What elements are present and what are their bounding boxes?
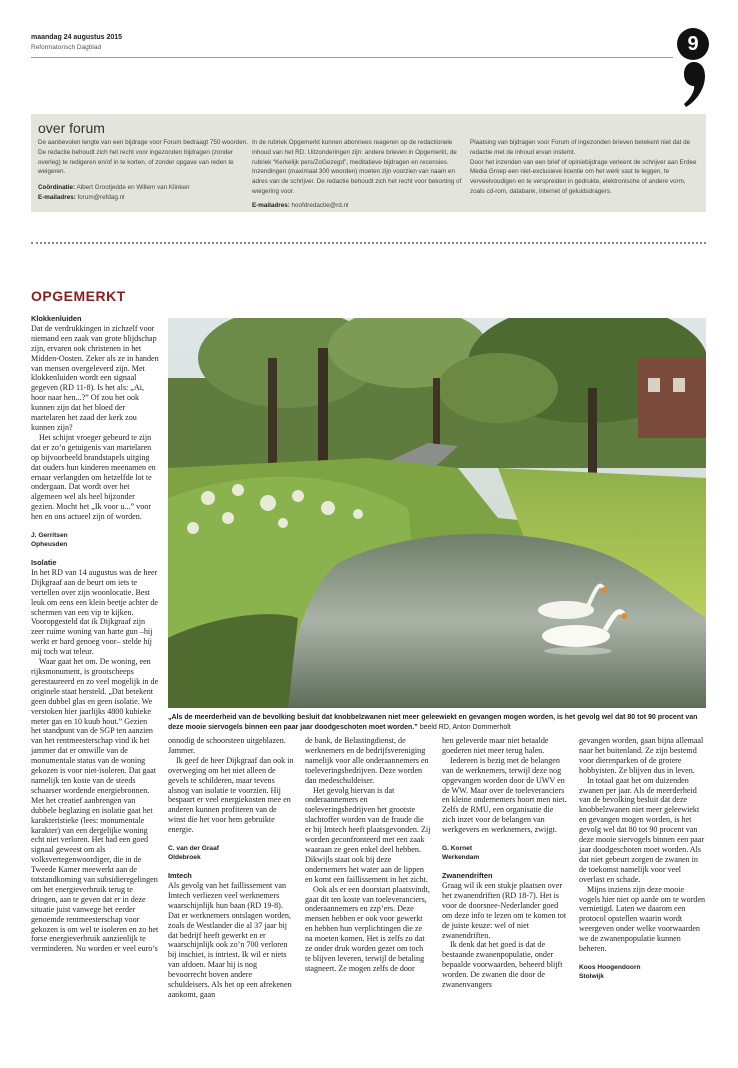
page-number: 9 <box>677 28 709 60</box>
header-divider <box>31 57 673 58</box>
letter-paragraph: hen geleverde maar niet betaalde goederen niet meer terug halen. <box>442 736 549 755</box>
forum-col3-text1: Plaatsing van bijdragen voor Forum of ingezonden brieven betekent niet dat de redactie met de inhoud ervan instemt. <box>470 139 691 156</box>
letter-heading-klokkenluiden: Klokkenluiden <box>31 314 82 323</box>
column-5 <box>579 736 706 981</box>
letter-signature-name: Koos Hoogendoorn <box>579 963 641 971</box>
letter-paragraph: Ik denk dat het goed is dat de bestaande zwanenpopulatie, onder bepaalde voorwaarden, beheerd blijft worden. De zwanen die door de zwanenvangers <box>442 940 563 990</box>
letter-paragraph: Het schijnt vroeger gebeurd te zijn dat er zo’n getuigenis van martelaren op bijvoorbeeld brandstapels uitging dat ouders hun kinderen meenamen en ernaar verlangden om hetzelfde lot te ondergaan. Dat wordt over het algemeen wel als heel bijzonder gezien. Mocht het „Ik voor u...” voor hen en ons actueel zijn of worden. <box>31 432 156 522</box>
column-2 <box>168 736 294 1000</box>
forum-col3-text2: Door het inzenden van een brief of opiniebijdrage verleent de schrijver aan Erdee Media Groep een niet-exclusieve licentie om het werk vast te leggen, te verveelvoudigen en te verspreiden in gedrukte, elektronische of andere vorm, zoals cd-rom, databank, internet of geluidsdragers. <box>470 158 697 195</box>
column-3 <box>305 736 431 974</box>
forum-col-2 <box>252 138 466 211</box>
forum-col2-email-label: E-mailadres: <box>252 201 290 209</box>
swans-photo <box>168 318 706 708</box>
column-1 <box>31 314 159 954</box>
letter-paragraph: In het RD van 14 augustus was de heer Dijkgraaf aan de beurt om iets te vertellen over zijn woonlocatie. Best leuk om eens een klein beetje achter de schermen van een vip te kijken. Vooropgesteld dat ik Dijkgraaf zijn zeer ruime woning van harte gun –hij werkt er hard genoeg voor– stelde hij mij toch wat teleur. <box>31 567 158 657</box>
header-date: maandag 24 augustus 2015 <box>31 34 123 41</box>
forum-col2-email-link[interactable]: hoofdredactie@rd.nl <box>291 201 349 209</box>
header-paper-name: Reformatorisch Dagblad <box>31 44 102 51</box>
forum-info-box <box>31 114 706 212</box>
section-divider <box>31 242 706 244</box>
letter-paragraph: de bank, de Belastingdienst, de werknemers en de bedrijfsvereniging namelijk voor alle onderaannemers en toeleveringsbedrijven. Deze worden dan medeschuldeiser. <box>305 736 429 785</box>
letter-paragraph: Iedereen is bezig met de belangen van de werknemers, terwijl deze nog opgevangen worden door de UWV en de WW. Maar over de toeleveranciers en kleine ondernemers hoort men niet. Zelfs de RMU, een organisatie die zich inzet voor de belangen van werkgevers en werknemers, zwijgt. <box>442 755 567 835</box>
letter-signature-place: Opheusden <box>31 541 68 549</box>
letter-paragraph: Dat de verdrukkingen in zichzelf voor niemand een zaak van grote blijdschap zijn, ervaren ook christenen in het Midden-Oosten. Zeker als ze in handen van mensen overgeleverd zijn. Met klokkenluiden wordt een signaal gegeven (RD 11-8). Is het als: „Ai, hoor naar hen...?” Of zou het ook kunnen zijn dat het bloed der martelaren het zaad der kerk zou kunnen zijn? <box>31 323 159 432</box>
letter-paragraph: Ook als er een doorstart plaatsvindt, gaat dit ten koste van toeleveranciers, onderaannemers en zzp’ers. Deze mensen hebben er ook voor gewerkt en hebben hun verplichtingen die ze na moeten komen. Het is zelfs zo dat ze onder druk worden gezet om toch te blijven leveren, terwijl de betaling stagneert. Ze mogen zelfs de door <box>305 884 430 973</box>
forum-col1-text: De aanbevolen lengte van een bijdrage voor Forum bedraagt 750 woorden. De redactie behoudt zich het recht voor ingezonden bijdragen (zonder overleg) te redigeren en/of in te korten, of zonder opgave van reden te weigeren. <box>38 139 249 176</box>
letter-paragraph: Als gevolg van het faillissement van Imtech verliezen veel werknemers waarschijnlijk hun baan (RD 19-8). Dat er werknemers ontslagen worden, zoals de Westlander die al 37 jaar bij dat bedrijf heeft gewerkt en er waarschijnlijk ook zo’n 700 verloren bij inschiet, is intriest. Ik wil er niets van afdoen. Maar hij is nog bevoorrecht boven andere schuldeisers. Als het op een afrekenen aankomt, gaan <box>168 880 292 999</box>
forum-col2-text: In de rubriek Opgemerkt kunnen abonnees reageren op de redactionele inhoud van het RD. Uitzonderingen zijn: andere brieven in Opgemerkt, de rubriek “Kerkelijk pers/ZoGezegd”, meditatieve bijdragen en recensies. Inzendingen (maximaal 300 woorden) moeten zijn voorzien van naam en adres van de schrijver. De redactie behoudt zich het recht voor bekorting of weigering voor. <box>252 139 462 195</box>
letter-heading-imtech: Imtech <box>168 871 192 881</box>
forum-coord-value: Albert Grootjedde en Willem van Klinken <box>76 184 190 192</box>
column-4 <box>442 736 568 990</box>
landscape-image <box>168 318 706 708</box>
letter-signature-name: J. Gerritsen <box>31 532 68 540</box>
forum-col-3 <box>470 138 698 197</box>
letter-signature-name: C. van der Graaf <box>168 845 219 853</box>
letter-signature-name: G. Kornet <box>442 845 473 853</box>
letter-paragraph: gevangen worden, gaan bijna allemaal naar het buitenland. Ze zijn bestemd voor dierenparken of de grotere hobbyisten. Ze blijven dus in leven. <box>579 736 704 775</box>
photo-caption <box>168 713 706 732</box>
forum-email-label: E-mailadres: <box>38 193 76 201</box>
letter-signature-place: Werkendam <box>442 854 480 862</box>
section-title: OPGEMERKT <box>31 288 126 304</box>
letter-signature-place: Stolwijk <box>579 972 604 980</box>
letter-heading-isolatie: Isolatie <box>31 558 57 568</box>
photo-credit: beeld RD, Anton Dommerholt <box>419 723 511 731</box>
letter-paragraph: Het gevolg hiervan is dat onderaannemers en toeleveringsbedrijven het grootste slachtoffer worden van de fraude die er bij Imtech heeft plaatsgevonden. Zij worden geconfronteerd met een zaak waaraan ze geen enkel deel hebben. Dikwijls staat ook bij deze ondernemers het water aan de lippen en komt een faillissement in het zicht. <box>305 785 431 884</box>
letter-heading-zwanendriften: Zwanendriften <box>442 871 493 881</box>
letter-paragraph: Graag wil ik een stukje plaatsen over het zwanendriften (RD 18-7). Het is voor de doorsnee-Nederlander goed om deze info te lezen om te komen tot de juiste keuze: wel of niet zwanendriften. <box>442 880 567 940</box>
letter-paragraph: Waar gaat het om. De woning, een rijksmonument, is grootscheeps gerestaureerd en zo veel mogelijk in de originele staat hersteld. „Dat betekent geen dubbel glas en geen isolatie. We verstoken hier jaarlijks 4800 kubieke meter gas en 10 kuub hout.” Gezien het standpunt van de SGP ten aanzien van het rentmeesterschap vind ik het jammer dat er omwille van de monumentale status van de woning gekozen is voor niet-isoleren. Dat gaat namelijk ten koste van de steeds schaarser wordende energiebronnen. Met het creatief aanbrengen van dubbele beglazing en isolatie gaat het karakteristieke (lees: monumentale karakter) van een dergelijke woning echt niet verloren. Het had een goed signaal geweest om als volksvertegenwoordiger, die in de Tweede Kamer meewerkt aan de totstandkoming van subsidieregelingen om het energieverbruik terug te dringen, aan te geven dat er in deze situatie juist vanwege het eerder genoemde rentmeesterschap voor gekozen is om wel te isoleren en zo het forse energieverbruik aanzienlijk te verminderen. Nu worden er veel euro’s <box>31 657 159 954</box>
letter-paragraph: Ik geef de heer Dijkgraaf dan ook in overweging om het niet alleen de gevels te schilderen, maar tevens alsnog van isolatie te voorzien. Hij bespaart er veel energiekosten mee en anderen kunnen profiteren van de winst die het voor hem gebruikte energie. <box>168 755 294 835</box>
letter-signature-place: Oldebroek <box>168 854 201 862</box>
forum-coord-label: Coördinatie: <box>38 184 76 192</box>
photo-caption-text: „Als de meerderheid van de bevolking besluit dat knobbelzwanen niet meer geleewiekt en gevangen mogen worden, is het gevolg wel dat 80 tot 90 procent van deze mooie siervogels binnen een paar jaar doodgeschoten moet worden.” <box>168 714 698 731</box>
forum-title: over forum <box>38 120 105 136</box>
comma-logo-icon <box>683 60 705 108</box>
letter-paragraph: In totaal gaat het om duizenden zwanen per jaar. Als de meerderheid van de bevolking besluit dat deze knobbelzwanen niet meer geleewiekt en gevangen mogen worden, is het gevolg wel dat 80 tot 90 procent van deze mooie siervogels binnen een paar jaar doodgeschoten moet worden. Als dat niet gebeurt zorgen de zwanen in de toekomst namelijk voor veel overlast en schade. <box>579 775 705 884</box>
letter-paragraph: Mijns inziens zijn deze mooie vogels hier niet op aarde om te worden vernietigd. Laten we daarom een protocol opstellen waarin wordt weergeven onder welke voorwaarden we de zwanenpopulatie kunnen beheren. <box>579 884 706 954</box>
forum-col-1 <box>38 138 250 203</box>
forum-email-link[interactable]: forum@refdag.nl <box>77 193 125 201</box>
letter-paragraph: onnodig de schoorsteen uitgeblazen. Jammer. <box>168 736 286 755</box>
